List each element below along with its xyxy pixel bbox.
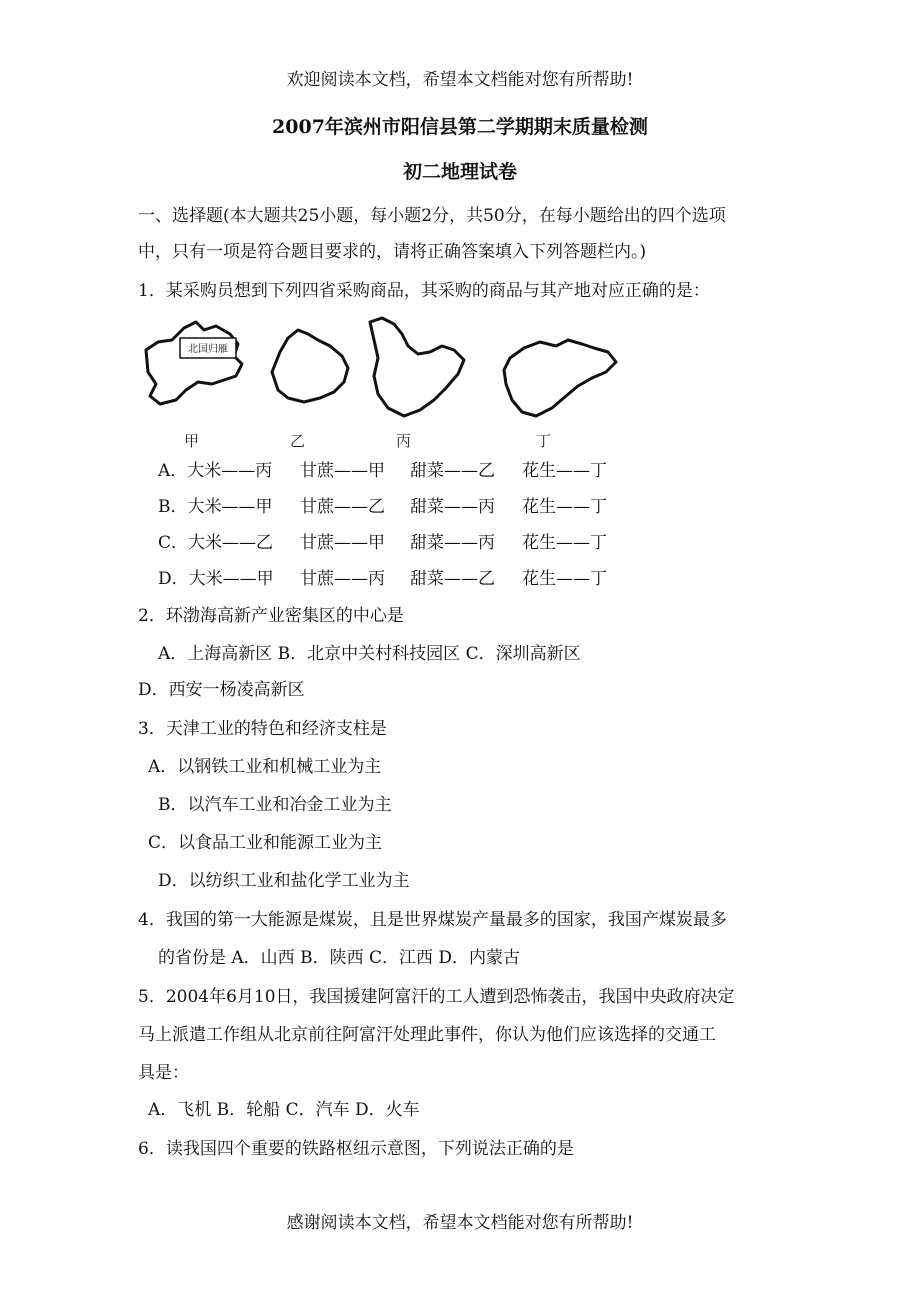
section-intro-line2: 中，只有一项是符合题目要求的，请将正确答案填入下列答题栏内。) xyxy=(138,242,647,262)
q1-option-b xyxy=(158,497,607,517)
q1-d-peanut: 花生——丁 xyxy=(522,569,607,589)
province-jia-inset-text: 北国归雁 xyxy=(188,344,228,355)
q1-b-sugarcane: 甘蔗——乙 xyxy=(300,497,385,517)
q1-a-rice: A．大米——丙 xyxy=(158,461,273,481)
province-ding-outline xyxy=(504,340,616,416)
map-label-bing: 丙 xyxy=(396,432,412,450)
q5-line3: 具是： xyxy=(138,1063,189,1083)
q1-c-rice: C．大米——乙 xyxy=(158,533,274,553)
q1-b-rice: B．大米——甲 xyxy=(158,497,273,517)
q4-line2: 的省份是 A．山西 B．陕西 C．江西 D．内蒙古 xyxy=(158,948,521,968)
section-intro-line1: 一、选择题(本大题共25小题，每小题2分，共50分，在每小题给出的四个选项 xyxy=(138,206,726,226)
q3-option-d: D．以纺织工业和盐化学工业为主 xyxy=(158,871,410,891)
q4-line1: 4．我国的第一大能源是煤炭，且是世界煤炭产量最多的国家，我国产煤炭最多 xyxy=(138,910,727,930)
q1-c-beet: 甜菜——丙 xyxy=(410,533,495,553)
q1-b-beet: 甜菜——丙 xyxy=(410,497,495,517)
q5-line2: 马上派遣工作组从北京前往阿富汗处理此事件，你认为他们应该选择的交通工 xyxy=(138,1025,716,1045)
map-label-yi: 乙 xyxy=(290,432,306,450)
q3-stem: 3．天津工业的特色和经济支柱是 xyxy=(138,719,387,739)
q1-a-sugarcane: 甘蔗——甲 xyxy=(300,461,385,481)
q1-stem: 1．某采购员想到下列四省采购商品，其采购的商品与其产地对应正确的是： xyxy=(138,281,710,301)
province-outlines-figure xyxy=(138,312,628,427)
q2-options-line1: A．上海高新区 B．北京中关村科技园区 C．深圳高新区 xyxy=(158,644,581,664)
province-bing-outline xyxy=(370,318,464,416)
province-jia-outline xyxy=(146,322,242,404)
q1-d-sugarcane: 甘蔗——丙 xyxy=(300,569,385,589)
q5-options: A．飞机 B．轮船 C．汽车 D．火车 xyxy=(148,1100,420,1120)
q1-option-d xyxy=(158,569,607,589)
q6-stem: 6．读我国四个重要的铁路枢纽示意图，下列说法正确的是 xyxy=(138,1139,574,1159)
exam-subtitle: 初二地理试卷 xyxy=(402,161,517,183)
q2-stem: 2．环渤海高新产业密集区的中心是 xyxy=(138,606,404,626)
q1-c-peanut: 花生——丁 xyxy=(522,533,607,553)
q1-option-a xyxy=(158,461,607,481)
q1-option-c xyxy=(158,533,607,553)
q2-options-line2: D．西安一杨凌高新区 xyxy=(138,680,305,700)
province-yi-outline xyxy=(272,330,348,402)
map-label-ding: 丁 xyxy=(536,432,552,450)
q1-d-rice: D．大米——甲 xyxy=(158,569,274,589)
q1-a-beet: 甜菜——乙 xyxy=(410,461,495,481)
map-label-jia: 甲 xyxy=(184,432,200,450)
exam-title: 2007年滨州市阳信县第二学期期末质量检测 xyxy=(272,116,648,138)
q1-province-maps xyxy=(138,312,628,452)
q5-line1: 5．2004年6月10日，我国援建阿富汗的工人遭到恐怖袭击，我国中央政府决定 xyxy=(138,987,735,1007)
page-header: 欢迎阅读本文档，希望本文档能对您有所帮助! xyxy=(286,70,634,90)
q1-b-peanut: 花生——丁 xyxy=(522,497,607,517)
q1-c-sugarcane: 甘蔗——甲 xyxy=(300,533,385,553)
q3-option-c: C．以食品工业和能源工业为主 xyxy=(148,833,383,853)
q3-option-a: A．以钢铁工业和机械工业为主 xyxy=(148,757,382,777)
q1-a-peanut: 花生——丁 xyxy=(522,461,607,481)
q3-option-b: B．以汽车工业和冶金工业为主 xyxy=(158,795,392,815)
page-footer: 感谢阅读本文档，希望本文档能对您有所帮助! xyxy=(286,1213,634,1233)
q1-d-beet: 甜菜——乙 xyxy=(410,569,495,589)
